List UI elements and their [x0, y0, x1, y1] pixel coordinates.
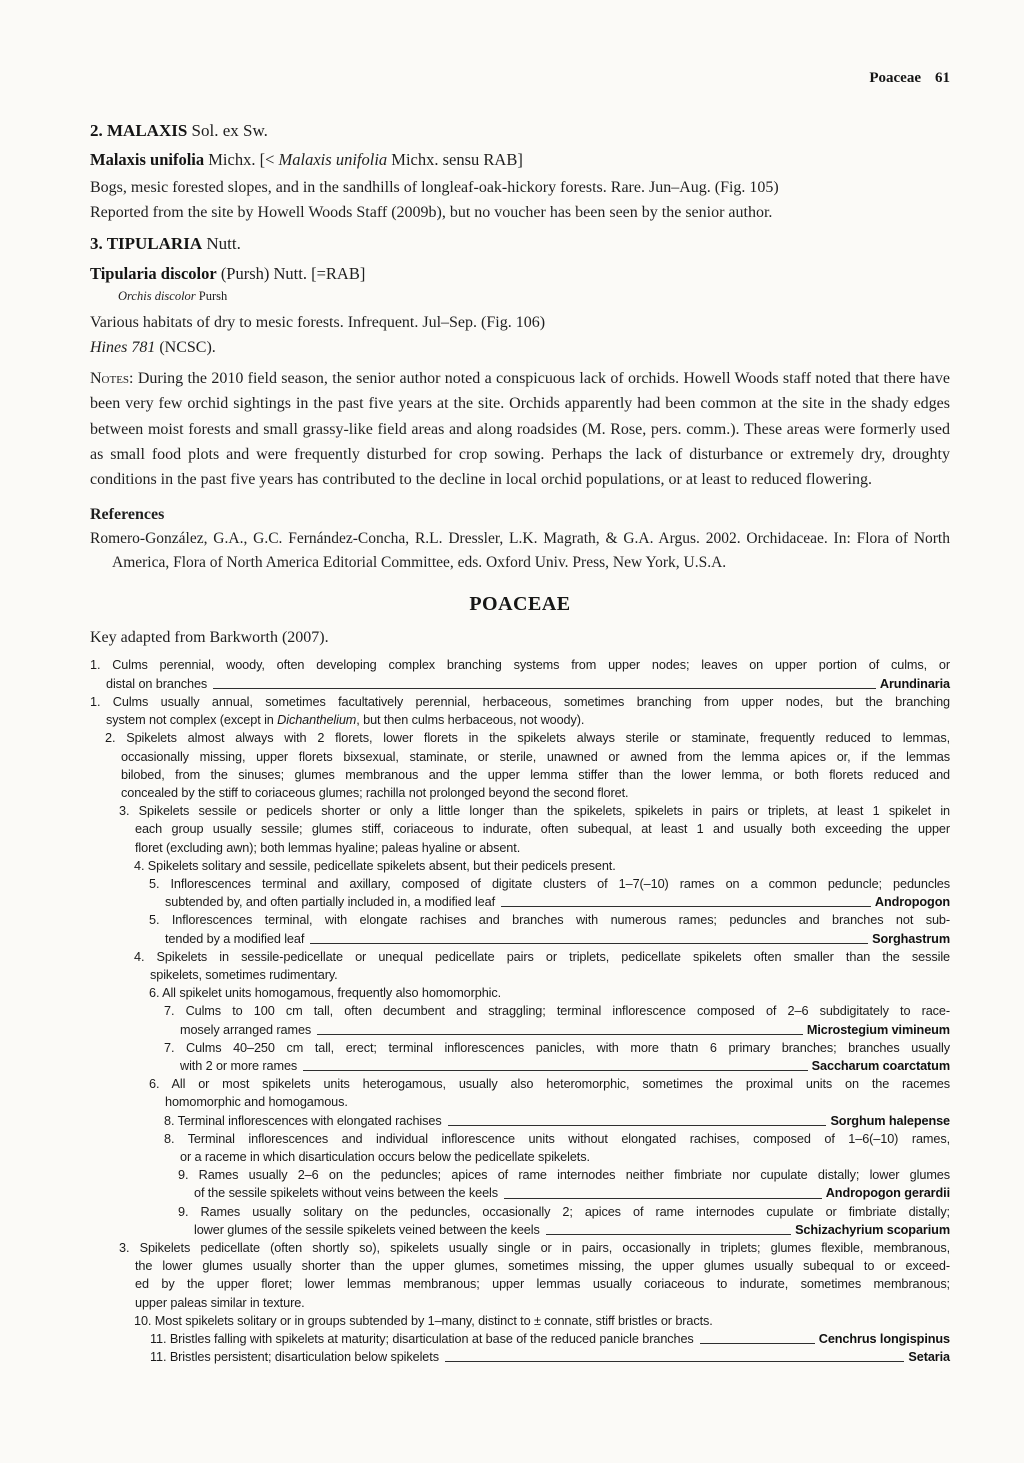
- key-leader-line: [700, 1343, 815, 1344]
- habitat-line-tipularia: Various habitats of dry to mesic forests. Infrequent. Jul–Sep. (Fig. 106): [90, 314, 546, 331]
- key-leader-line: [501, 906, 871, 907]
- key-leader-line: [303, 1070, 808, 1071]
- key-line: 1. Culms usually annual, sometimes facultatively perennial, herbaceous, sometimes branching from upper nodes, but the branching: [90, 694, 950, 709]
- key-entry: [149, 1075, 950, 1111]
- key-line: 4. Spikelets in sessile-pedicellate or unequal pedicellate pairs or triplets, pedicellate spikelets often smaller than the sessile: [134, 949, 950, 964]
- key-line: upper paleas similar in texture.: [135, 1295, 305, 1310]
- key-leader-line: [213, 688, 876, 689]
- synonym-line-orchis-discolor: Orchis discolor Pursh: [118, 289, 228, 303]
- key-entry: [149, 875, 950, 911]
- key-result-line: [194, 1221, 950, 1239]
- species-line-tipularia: Tipularia discolor (Pursh) Nutt. [=RAB]: [90, 264, 366, 283]
- key-line: 3. Spikelets pedicellate (often shortly so), spikelets usually single or in pairs, occasionally in triplets; glumes flexible, membranous,: [119, 1240, 950, 1255]
- key-entry: [90, 656, 950, 692]
- page-number: 61: [935, 70, 950, 86]
- key-lead-text: tended by a modified leaf: [165, 931, 305, 946]
- key-result-line: [150, 1348, 950, 1366]
- specimen-line-hines: Hines 781 (NCSC).: [90, 339, 216, 356]
- key-leader-line: [445, 1361, 904, 1362]
- key-taxon: Andropogon gerardii: [825, 1186, 950, 1201]
- key-line: 3. Spikelets sessile or pedicels shorter or only a little longer than the spikelets, spikelets in pairs or triplets, at least 1 spikelet in: [119, 804, 950, 819]
- key-lead-text: mosely arranged rames: [180, 1022, 312, 1037]
- key-lead-text: 11. Bristles persistent; disarticulation below spikelets: [150, 1350, 439, 1365]
- key-result-line: [194, 1184, 950, 1202]
- family-running-head: Poaceae: [869, 70, 921, 86]
- key-taxon: Andropogon: [874, 895, 950, 910]
- key-entry: [119, 1239, 950, 1312]
- key-line: 2. Spikelets almost always with 2 florets, lower florets in the spikelets always sterile or staminate, frequently reduced to lemmas,: [105, 731, 950, 746]
- key-leader-line: [504, 1198, 822, 1199]
- key-lead-text: 11. Bristles falling with spikelets at maturity; disarticulation at base of the reduced panicle branches: [150, 1332, 694, 1346]
- key-line: system not complex (except in Dichanthelium, but then culms herbaceous, not woody).: [106, 713, 585, 728]
- key-leader-line: [310, 943, 868, 944]
- key-result-line: [180, 1057, 950, 1075]
- key-entry: [119, 802, 950, 857]
- notes-label: Notes:: [90, 370, 134, 387]
- key-line: 1. Culms perennial, woody, often developing complex branching systems from upper nodes; leaves on upper portion of culms, or: [90, 658, 950, 673]
- key-line: or a raceme in which disarticulation occurs below the pedicellate spikelets.: [180, 1149, 590, 1164]
- key-leader-line: [546, 1234, 791, 1235]
- key-taxon: Arundinaria: [879, 676, 950, 691]
- family-title-poaceae: POACEAE: [469, 593, 571, 616]
- key-line: 10. Most spikelets solitary or in groups subtended by 1–many, distinct to ± connate, stiff bristles or bracts.: [134, 1313, 713, 1328]
- key-lead-text: with 2 or more rames: [180, 1058, 298, 1073]
- key-leader-line: [317, 1034, 803, 1035]
- voucher-line-malaxis: Reported from the site by Howell Woods Staff (2009b), but no voucher has been seen by the senior author.: [90, 204, 773, 221]
- key-line: spikelets, sometimes rudimentary.: [150, 967, 338, 982]
- key-lead-text: of the sessile spikelets without veins between the keels: [194, 1186, 499, 1201]
- key-intro: Key adapted from Barkworth (2007).: [90, 629, 329, 647]
- key-taxon: Schizachyrium scoparium: [795, 1222, 950, 1237]
- key-entry: [164, 1130, 950, 1166]
- key-line: bilobed, from the sinuses; glumes membranous and the upper lemma stiffer than the lower lemma, or both florets reduced and: [121, 767, 950, 782]
- notes-text: During the 2010 field season, the senior author noted a conspicuous lack of orchids. Howell Woods staff noted that there have been very few orchid sightings in the past five years at the site. Orchids apparently had been common at the site in the shady edges between moist forests and small grassy-like field areas and along roadsides (M. Rose, pers. comm.). These areas were formerly used as small food plots and were frequently disturbed for crop sowing. Perhaps the lack of disturbance or extremely dry, droughty conditions in the past five years has contributed to the decline in local orchid populations, or at least to reduced flowering.: [90, 370, 951, 489]
- key-entry: [164, 1112, 950, 1130]
- key-entry: [90, 693, 950, 729]
- key-entry: [149, 911, 950, 947]
- key-taxon: Saccharum coarctatum: [811, 1058, 950, 1073]
- key-result-line: [150, 1330, 950, 1348]
- key-line: 6. All or most spikelets units heterogamous, usually also heteromorphic, sometimes the proximal units on the racemes: [149, 1077, 950, 1092]
- key-result-line: [106, 675, 950, 693]
- key-line: ed by the upper floret; lower lemmas membranous; upper lemmas usually coriaceous to indurate, sometimes membranous;: [135, 1277, 950, 1292]
- key-taxon: Sorghum halepense: [830, 1113, 950, 1128]
- habitat-line-malaxis: Bogs, mesic forested slopes, and in the sandhills of longleaf-oak-hickory forests. Rare. Jun–Aug. (Fig. 105): [90, 179, 779, 196]
- key-result-line: [165, 893, 950, 911]
- page-header: [869, 70, 950, 87]
- references-heading: References: [90, 506, 165, 524]
- key-taxon: Cenchrus longispinus: [818, 1332, 950, 1346]
- key-taxon: Setaria: [908, 1350, 950, 1365]
- key-entry: [150, 1330, 950, 1348]
- key-line: 7. Culms to 100 cm tall, often decumbent and straggling; terminal inflorescence composed of 2–6 subdigitately to race-: [164, 1004, 950, 1019]
- key-line: the lower glumes usually shorter than the upper glumes, sometimes missing, the upper glumes usually subequal to or exceed-: [135, 1259, 950, 1274]
- key-entry: [150, 1348, 950, 1366]
- key-taxon: Microstegium vimineum: [806, 1022, 950, 1037]
- key-line: 6. All spikelet units homogamous, frequently also homomorphic.: [149, 986, 502, 1001]
- key-taxon: Sorghastrum: [872, 931, 950, 946]
- key-lead-text: lower glumes of the sessile spikelets veined between the keels: [194, 1222, 540, 1237]
- key-line: 5. Inflorescences terminal and axillary, composed of digitate clusters of 1–7(–10) rames on a common peduncle; peduncles: [149, 876, 950, 891]
- key-line: concealed by the stiff to coriaceous glumes; rachilla not prolonged beyond the second floret.: [121, 785, 629, 800]
- genus-heading-tipularia: 3. TIPULARIA Nutt.: [90, 234, 241, 253]
- key-entry: [134, 948, 950, 984]
- key-line: occasionally missing, upper florets bixsexual, staminate, or sterile, unawned or awned from the lemma apices or, if the lemmas: [121, 749, 950, 764]
- key-line: floret (excluding awn); both lemmas hyaline; paleas hyaline or absent.: [135, 840, 521, 855]
- key-line: 4. Spikelets solitary and sessile, pedicellate spikelets absent, but their pedicels present.: [134, 858, 616, 873]
- key-lead-text: 8. Terminal inflorescences with elongated rachises: [164, 1113, 442, 1128]
- key-line: homomorphic and homogamous.: [165, 1095, 348, 1110]
- text-block: [90, 0, 950, 1366]
- key-line: each group usually sessile; glumes stiff, coriaceous to indurate, often subequal, at least 1 and usually both exceeding the upper: [135, 822, 950, 837]
- key-entry: [149, 984, 950, 1002]
- key-entry: [105, 729, 950, 802]
- key-line: 5. Inflorescences terminal, with elongate rachises and branches with numerous rames; peduncles and branches not sub-: [149, 913, 950, 928]
- species-line-malaxis: Malaxis unifolia Michx. [< Malaxis unifolia Michx. sensu RAB]: [90, 150, 523, 169]
- key-entry: [134, 1312, 950, 1330]
- key-entry: [178, 1203, 950, 1239]
- key-line: 9. Rames usually solitary on the peduncles, occasionally 2; apices of rame internodes cupulate or fimbriate distally;: [178, 1204, 950, 1219]
- poaceae-key: [90, 656, 950, 1366]
- key-entry: [134, 857, 950, 875]
- key-line: 7. Culms 40–250 cm tall, erect; terminal inflorescences panicles, with more thatn 6 primary branches; branches usually: [164, 1040, 950, 1055]
- key-entry: [178, 1166, 950, 1202]
- reference-entry: Romero-González, G.A., G.C. Fernández-Concha, R.L. Dressler, L.K. Magrath, & G.A. Argus. 2002. Orchidaceae. In: Flora of North America, Flora of North America Editorial Committee, eds. Oxford Univ. Press, New York, U.S.A.: [90, 530, 950, 572]
- key-entry: [164, 1039, 950, 1075]
- key-lead-text: distal on branches: [106, 676, 208, 691]
- key-lead-text: subtended by, and often partially included in, a modified leaf: [165, 895, 496, 910]
- key-leader-line: [448, 1125, 827, 1126]
- key-line: 9. Rames usually 2–6 on the peduncles; apices of rame internodes neither fimbriate nor cupulate distally; lower glumes: [178, 1168, 950, 1183]
- notes-paragraph: [90, 366, 950, 492]
- key-result-line: [164, 1112, 950, 1130]
- key-entry: [164, 1002, 950, 1038]
- key-line: 8. Terminal inflorescences and individual inflorescence units without elongated rachises, composed of 1–6(–10) rames,: [164, 1131, 950, 1146]
- genus-heading-malaxis: 2. MALAXIS Sol. ex Sw.: [90, 121, 268, 140]
- key-result-line: [180, 1021, 950, 1039]
- key-result-line: [165, 930, 950, 948]
